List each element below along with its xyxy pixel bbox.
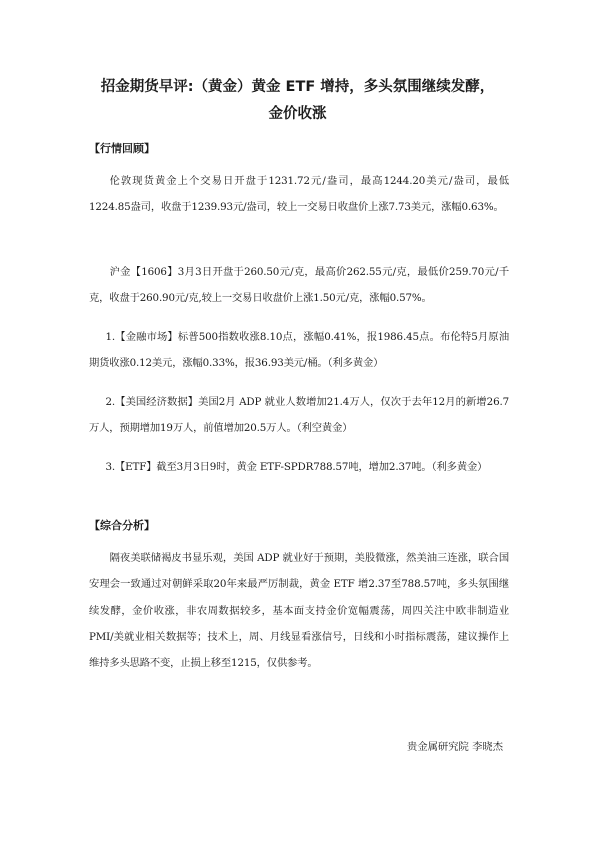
comprehensive-analysis-heading: 【综合分析】 <box>89 519 155 532</box>
news-item-us-economic-data: 2.【美国经济数据】美国2月 ADP 就业人数增加21.4万人，仅次于去年12月的新增26.7万人，预期增加19万人，前值增加20.5万人。（利空黄金） <box>89 396 509 435</box>
shanghai-gold-paragraph: 沪金【1606】3月3日开盘于260.50元/克，最高价262.55元/克，最低价259.70元/千克，收盘于260.90元/克,较上一交易日收盘价上涨1.50元/克，涨幅0.57%。 <box>89 266 509 305</box>
news-item-financial-market: 1.【金融市场】标普500指数收涨8.10点，涨幅0.41%，报1986.45点。布伦特5月原油期货收涨0.12美元，涨幅0.33%，报36.93美元/桶。（利多黄金） <box>89 331 509 370</box>
london-gold-paragraph: 伦敦现货黄金上个交易日开盘于1231.72元/盎司，最高1244.20美元/盎司，最低1224.85盎司，收盘于1239.93元/盎司，较上一交易日收盘价上涨7.73美元，涨幅0.63%。 <box>89 175 509 214</box>
market-review-heading: 【行情回顾】 <box>89 142 155 155</box>
news-item-etf: 3.【ETF】截至3月3日9时，黄金 ETF-SPDR788.57吨，增加2.37吨。（利多黄金） <box>105 461 488 473</box>
title-line-1: 招金期货早评:（黄金）黄金 ETF 增持，多头氛围继续发酵， <box>100 79 495 95</box>
document-title <box>70 74 525 128</box>
analysis-paragraph: 隔夜美联储褐皮书显乐观，美国 ADP 就业好于预期，美股微涨，然美油三连涨，联合国安理会一致通过对朝鲜采取20年来最严厉制裁，黄金 ETF 增2.37至788.57吨，多头氛围继续发酵，金价收涨，非农周数据较多，基本面支持金价宽幅震荡，周四关注中欧非制造业 PMI/美就业相关数据等；技术上，周、月线显看涨信号，日线和小时指标震荡，建议操作上维持多头思路不变，止损上移至1215，仅供参考。 <box>89 552 509 670</box>
author-signature: 贵金属研究院 李晓杰 <box>407 741 503 753</box>
title-line-2: 金价收涨 <box>268 106 327 122</box>
